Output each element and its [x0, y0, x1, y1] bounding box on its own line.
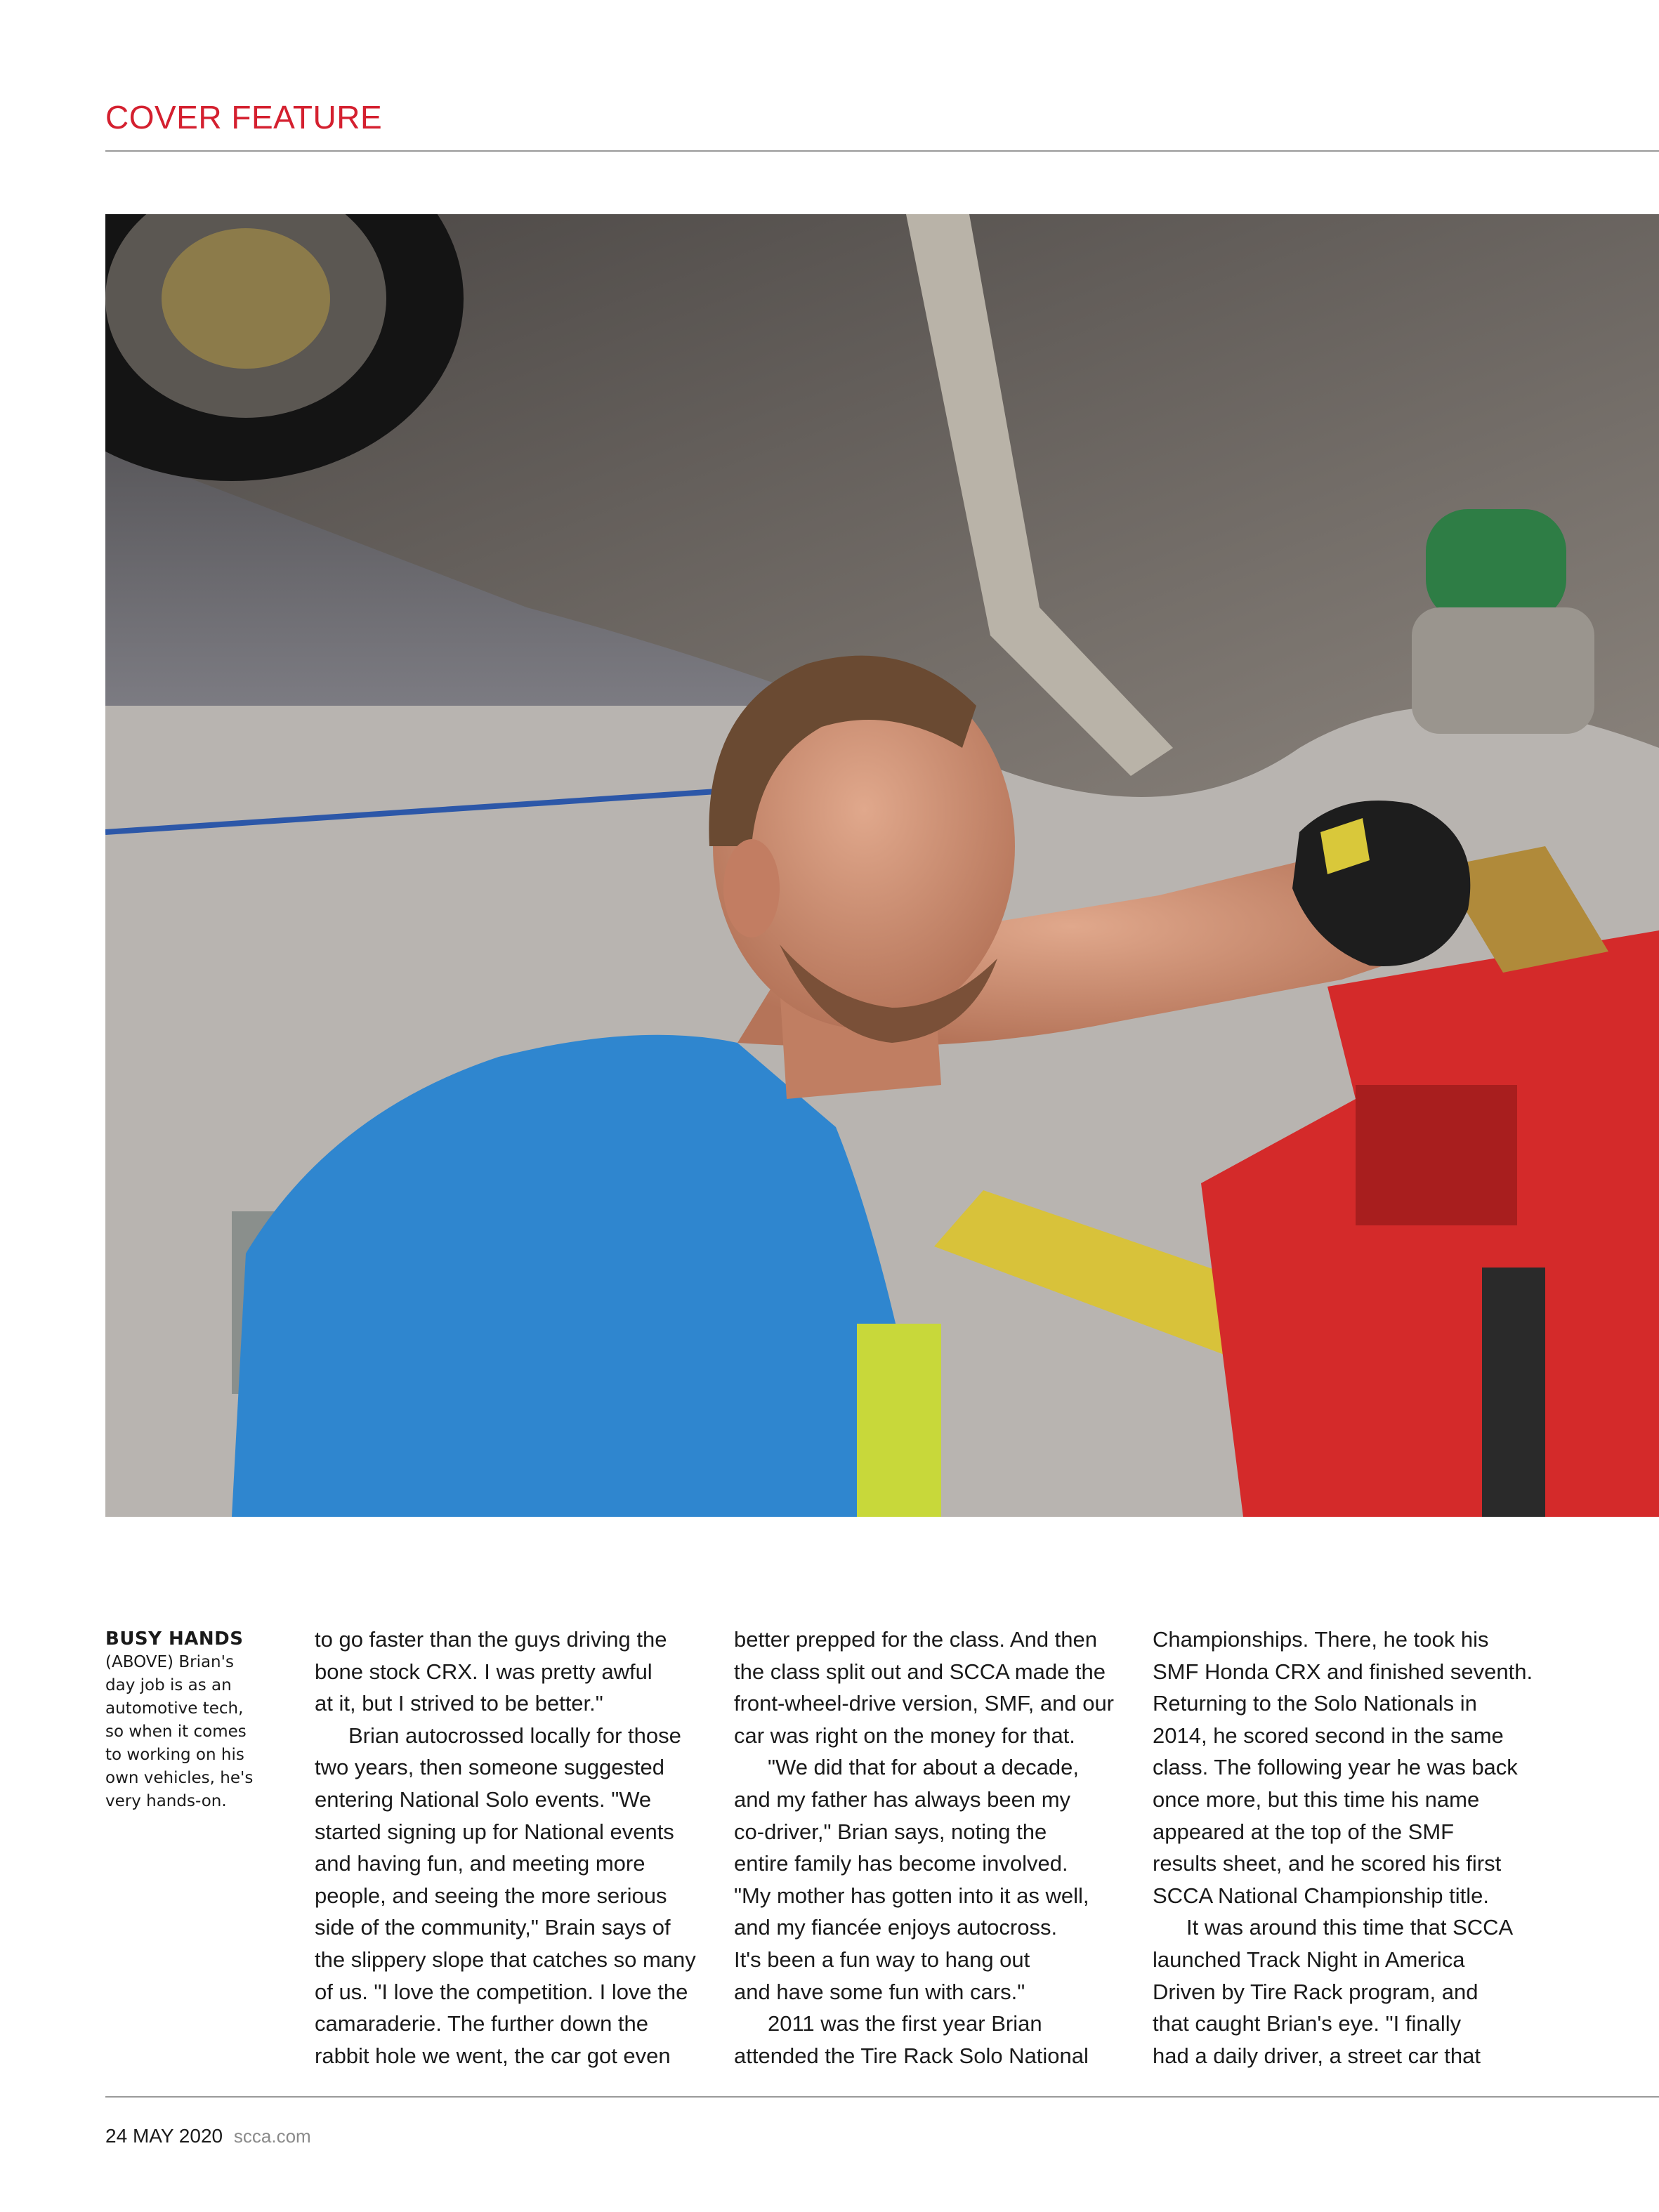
footer-rule — [105, 2096, 1659, 2098]
photo-illustration — [105, 214, 1659, 1517]
article-line: Championships. There, he took his — [1153, 1627, 1489, 1652]
article-line: car was right on the money for that. — [734, 1723, 1075, 1748]
article-line: front-wheel-drive version, SMF, and our — [734, 1691, 1115, 1716]
page-footer — [105, 2125, 311, 2147]
article-line: once more, but this time his name — [1153, 1786, 1480, 1812]
article-line: the class split out and SCCA made the — [734, 1659, 1106, 1684]
article-line: bone stock CRX. I was pretty awful — [315, 1659, 653, 1684]
article-line: Driven by Tire Rack program, and — [1153, 1979, 1478, 2004]
article-column-2 — [734, 1624, 1127, 2072]
article-line: the slippery slope that catches so many — [315, 1947, 696, 1972]
article-line: and having fun, and meeting more — [315, 1851, 645, 1876]
article-line: started signing up for National events — [315, 1819, 674, 1844]
article-line: at it, but I strived to be better." — [315, 1691, 603, 1716]
article-line: "We did that for about a decade, — [768, 1755, 1080, 1780]
article-column-3 — [1153, 1624, 1546, 2072]
article-line: SCCA National Championship title. — [1153, 1883, 1490, 1908]
article-line: 2011 was the first year Brian — [768, 2011, 1042, 2036]
article-line: 2014, he scored second in the same — [1153, 1723, 1504, 1748]
article-line: of us. "I love the competition. I love the — [315, 1979, 688, 2004]
article-line: Returning to the Solo Nationals in — [1153, 1691, 1477, 1716]
article-line: attended the Tire Rack Solo National — [734, 2043, 1089, 2068]
issue-date: MAY 2020 — [132, 2125, 223, 2147]
article-line: that caught Brian's eye. "I finally — [1153, 2011, 1462, 2036]
article-column-1 — [315, 1624, 708, 2072]
caption-line: (ABOVE) Brian's — [105, 1653, 234, 1671]
article-line: entering National Solo events. "We — [315, 1786, 652, 1812]
article-line: rabbit hole we went, the car got even — [315, 2043, 671, 2068]
article-line: people, and seeing the more serious — [315, 1883, 667, 1908]
article-line: had a daily driver, a street car that — [1153, 2043, 1481, 2068]
header-rule — [105, 150, 1659, 152]
article-line: to go faster than the guys driving the — [315, 1627, 667, 1652]
caption-line: so when it comes — [105, 1723, 247, 1741]
feature-photo — [105, 214, 1659, 1517]
article-line: "My mother has gotten into it as well, — [734, 1883, 1089, 1908]
caption-line: to working on his — [105, 1746, 244, 1764]
article-line: and have some fun with cars." — [734, 1979, 1025, 2004]
caption-line: automotive tech, — [105, 1699, 244, 1718]
article-line: Brian autocrossed locally for those — [348, 1723, 681, 1748]
photo-caption — [105, 1628, 277, 1813]
article-line: entire family has become involved. — [734, 1851, 1068, 1876]
page-number: 24 — [105, 2125, 128, 2147]
article-line: and my fiancée enjoys autocross. — [734, 1915, 1058, 1940]
article-line: and my father has always been my — [734, 1786, 1071, 1812]
article-line: class. The following year he was back — [1153, 1755, 1518, 1780]
article-line: camaraderie. The further down the — [315, 2011, 649, 2036]
article-line: SMF Honda CRX and finished seventh. — [1153, 1659, 1533, 1684]
caption-line: very hands-on. — [105, 1792, 227, 1810]
article-line: appeared at the top of the SMF — [1153, 1819, 1455, 1844]
website-link[interactable]: scca.com — [233, 2126, 311, 2147]
caption-heading: BUSY HANDS — [105, 1628, 244, 1650]
caption-line: own vehicles, he's — [105, 1769, 254, 1787]
article-line: launched Track Night in America — [1153, 1947, 1465, 1972]
caption-line: day job is as an — [105, 1676, 232, 1694]
article-line: two years, then someone suggested — [315, 1755, 665, 1780]
article-line: side of the community," Brain says of — [315, 1915, 671, 1940]
article-line: results sheet, and he scored his first — [1153, 1851, 1502, 1876]
article-line: It's been a fun way to hang out — [734, 1947, 1030, 1972]
article-line: better prepped for the class. And then — [734, 1627, 1098, 1652]
article-line: It was around this time that SCCA — [1186, 1915, 1514, 1940]
section-label: COVER FEATURE — [105, 99, 383, 136]
article-line: co-driver," Brian says, noting the — [734, 1819, 1047, 1844]
